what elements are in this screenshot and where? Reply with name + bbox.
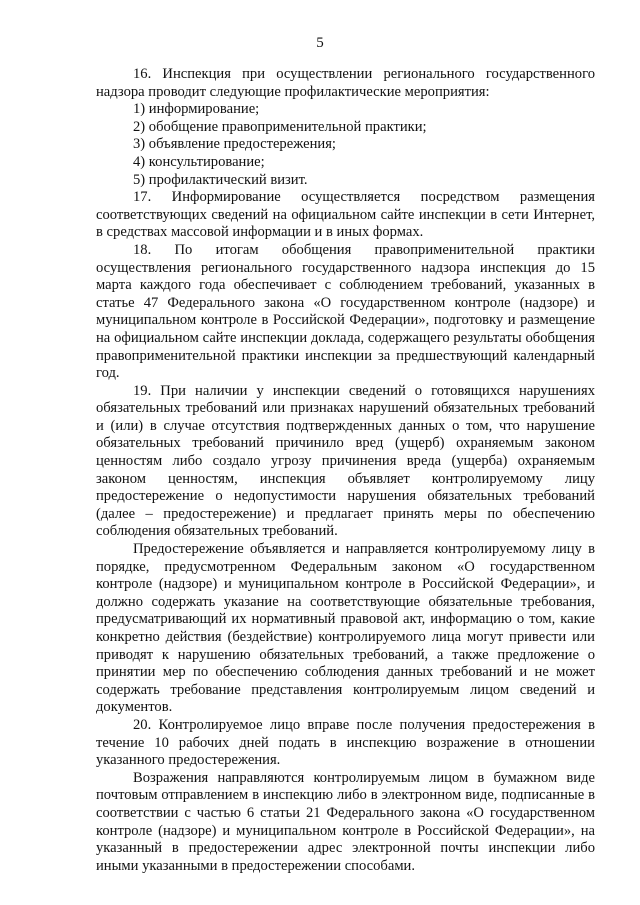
paragraph-16: 16. Инспекция при осуществлении регионального государственного надзора проводит следующие профилактические мероприятия:	[96, 66, 595, 100]
paragraph-17: 17. Информирование осуществляется посредством размещения соответствующих сведений на официальном сайте инспекции в сети Интернет, в средствах массовой информации и в иных формах.	[96, 189, 595, 241]
list-item-consulting: 4) консультирование;	[133, 153, 265, 170]
paragraph-19-continued: Предостережение объявляется и направляется контролируемому лицу в порядке, предусмотренном Федеральным законом «О государственном контроле (надзоре) и муниципальном контроле в Российской Федерации», и должно содержать указание на соответствующие обязательные требования, предусматривающий их нормативный правовой акт, информацию о том, какие конкретно действия (бездействие) контролируемого лица могут привести или приводят к нарушению обязательных требований, а также предложение о принятии мер по обеспечению соблюдения данных требований и не может содержать требование представления контролируемым лицом сведений и документов.	[96, 541, 595, 716]
paragraph-19: 19. При наличии у инспекции сведений о готовящихся нарушениях обязательных требований или признаках нарушений обязательных требований и (или) в случае отсутствия подтвержденных данных о том, что нарушение обязательных требований причинило вред (ущерб) охраняемым законом ценностям либо создало угрозу причинения вреда (ущерба) охраняемым законом ценностям, инспекция объявляет контролируемому лицу предостережение о недопустимости нарушения обязательных требований (далее – предостережение) и предлагает принять меры по обеспечению соблюдения обязательных требований.	[96, 382, 595, 540]
document-body	[96, 66, 595, 875]
page-number: 5	[316, 35, 324, 51]
list-item-preventive-visit: 5) профилактический визит.	[133, 171, 308, 188]
list-item-warning: 3) объявление предостережения;	[133, 136, 336, 153]
paragraph-18: 18. По итогам обобщения правоприменительной практики осуществления регионального государственного надзора инспекция до 15 марта каждого года обеспечивает с соблюдением требований, указанных в статье 47 Федерального закона «О государственном контроле (надзоре) и муниципальном контроле в Российской Федерации», подготовку и размещение на официальном сайте инспекции доклада, содержащего результаты обобщения правоприменительной практики инспекции за предшествующий календарный год.	[96, 241, 595, 382]
paragraph-20-continued: Возражения направляются контролируемым лицом в бумажном виде почтовым отправлением в инспекцию либо в электронном виде, подписанные в соответствии с частью 6 статьи 21 Федерального закона «О государственном контроле (надзоре) и муниципальном контроле в Российской Федерации», на указанный в предостережении адрес электронной почты инспекции либо иными указанными в предостережении способами.	[96, 769, 595, 874]
paragraph-20: 20. Контролируемое лицо вправе после получения предостережения в течение 10 рабочих дней подать в инспекцию возражение в отношении указанного предостережения.	[96, 716, 595, 769]
list-item-informing: 1) информирование;	[133, 101, 260, 118]
list-item-practice-generalization: 2) обобщение правоприменительной практики;	[133, 118, 427, 135]
